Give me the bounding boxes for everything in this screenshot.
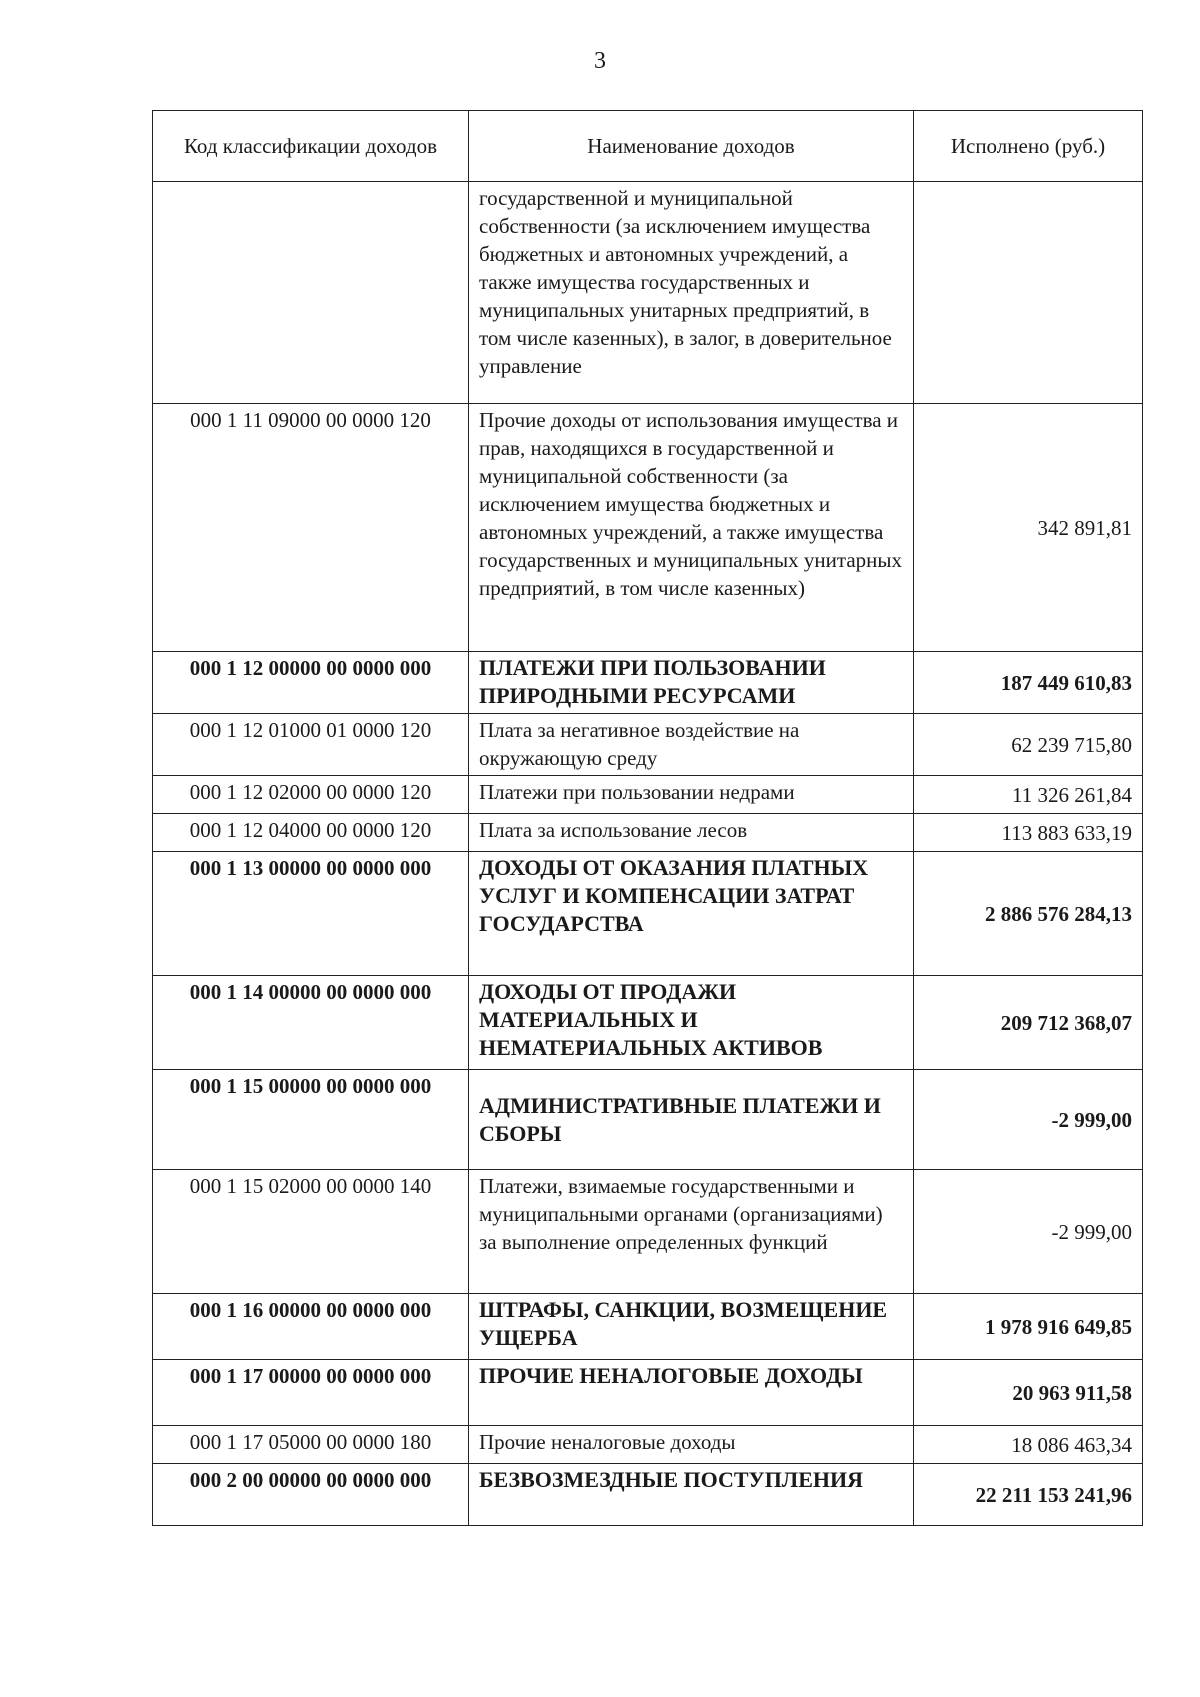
- row-name: Прочие доходы от использования имущества и прав, находящихся в государственной и муниципальной собственности (за исключением имущества бюджетных и автономных учреждений, а также имущества государственных и муниципальных унитарных предприятий, в том числе казенных): [469, 404, 914, 652]
- row-name: Плата за использование лесов: [469, 814, 914, 852]
- row-name: Плата за негативное воздействие на окружающую среду: [469, 714, 914, 776]
- row-amount: 20 963 911,58: [914, 1360, 1143, 1426]
- row-amount: -2 999,00: [914, 1070, 1143, 1170]
- row-amount: 342 891,81: [914, 404, 1143, 652]
- row-code: 000 1 12 02000 00 0000 120: [153, 776, 469, 814]
- row-amount: 18 086 463,34: [914, 1426, 1143, 1464]
- table-row: [153, 814, 1143, 852]
- row-code: 000 1 11 09000 00 0000 120: [153, 404, 469, 652]
- table-row: [153, 714, 1143, 776]
- table-row: [153, 852, 1143, 976]
- header-name: Наименование доходов: [469, 111, 914, 182]
- table-row: [153, 1464, 1143, 1526]
- table-row: [153, 1360, 1143, 1426]
- header-code: Код классификации доходов: [153, 111, 469, 182]
- row-name: ПРОЧИЕ НЕНАЛОГОВЫЕ ДОХОДЫ: [469, 1360, 914, 1426]
- table-row: [153, 404, 1143, 652]
- row-code: 000 1 17 00000 00 0000 000: [153, 1360, 469, 1426]
- table-row: [153, 1170, 1143, 1294]
- row-amount: 62 239 715,80: [914, 714, 1143, 776]
- row-code: 000 1 17 05000 00 0000 180: [153, 1426, 469, 1464]
- table-row: [153, 976, 1143, 1070]
- row-code: 000 1 15 00000 00 0000 000: [153, 1070, 469, 1170]
- row-name: ДОХОДЫ ОТ ПРОДАЖИ МАТЕРИАЛЬНЫХ И НЕМАТЕРИАЛЬНЫХ АКТИВОВ: [469, 976, 914, 1070]
- row-amount: 209 712 368,07: [914, 976, 1143, 1070]
- row-name: ШТРАФЫ, САНКЦИИ, ВОЗМЕЩЕНИЕ УЩЕРБА: [469, 1294, 914, 1360]
- page-number: 3: [594, 48, 606, 74]
- row-amount: 187 449 610,83: [914, 652, 1143, 714]
- header-amount: Исполнено (руб.): [914, 111, 1143, 182]
- row-name: Платежи, взимаемые государственными и муниципальными органами (организациями) за выполнение определенных функций: [469, 1170, 914, 1294]
- row-code: 000 1 16 00000 00 0000 000: [153, 1294, 469, 1360]
- row-code: 000 1 12 00000 00 0000 000: [153, 652, 469, 714]
- table-row: [153, 776, 1143, 814]
- table-row: [153, 1294, 1143, 1360]
- table-row: [153, 652, 1143, 714]
- row-code: 000 1 14 00000 00 0000 000: [153, 976, 469, 1070]
- row-amount: 113 883 633,19: [914, 814, 1143, 852]
- table-row: [153, 1426, 1143, 1464]
- row-amount: 22 211 153 241,96: [914, 1464, 1143, 1526]
- row-name: ДОХОДЫ ОТ ОКАЗАНИЯ ПЛАТНЫХ УСЛУГ И КОМПЕНСАЦИИ ЗАТРАТ ГОСУДАРСТВА: [469, 852, 914, 976]
- row-amount: 1 978 916 649,85: [914, 1294, 1143, 1360]
- row-name: государственной и муниципальной собственности (за исключением имущества бюджетных и автономных учреждений, а также имущества государственных и муниципальных унитарных предприятий, в том числе казенных), в залог, в доверительное управление: [469, 182, 914, 404]
- row-amount: -2 999,00: [914, 1170, 1143, 1294]
- table-header-row: [153, 111, 1143, 182]
- row-code: 000 1 15 02000 00 0000 140: [153, 1170, 469, 1294]
- row-code: 000 2 00 00000 00 0000 000: [153, 1464, 469, 1526]
- row-amount: 2 886 576 284,13: [914, 852, 1143, 976]
- revenue-table: [152, 110, 1143, 1526]
- row-name: Прочие неналоговые доходы: [469, 1426, 914, 1464]
- row-amount: [914, 182, 1143, 404]
- row-amount: 11 326 261,84: [914, 776, 1143, 814]
- table-row: [153, 182, 1143, 404]
- row-name: БЕЗВОЗМЕЗДНЫЕ ПОСТУПЛЕНИЯ: [469, 1464, 914, 1526]
- table-row: [153, 1070, 1143, 1170]
- row-name: ПЛАТЕЖИ ПРИ ПОЛЬЗОВАНИИ ПРИРОДНЫМИ РЕСУРСАМИ: [469, 652, 914, 714]
- row-name: Платежи при пользовании недрами: [469, 776, 914, 814]
- row-code: 000 1 13 00000 00 0000 000: [153, 852, 469, 976]
- row-name: АДМИНИСТРАТИВНЫЕ ПЛАТЕЖИ И СБОРЫ: [469, 1070, 914, 1170]
- row-code: 000 1 12 01000 01 0000 120: [153, 714, 469, 776]
- row-code: 000 1 12 04000 00 0000 120: [153, 814, 469, 852]
- row-code: [153, 182, 469, 404]
